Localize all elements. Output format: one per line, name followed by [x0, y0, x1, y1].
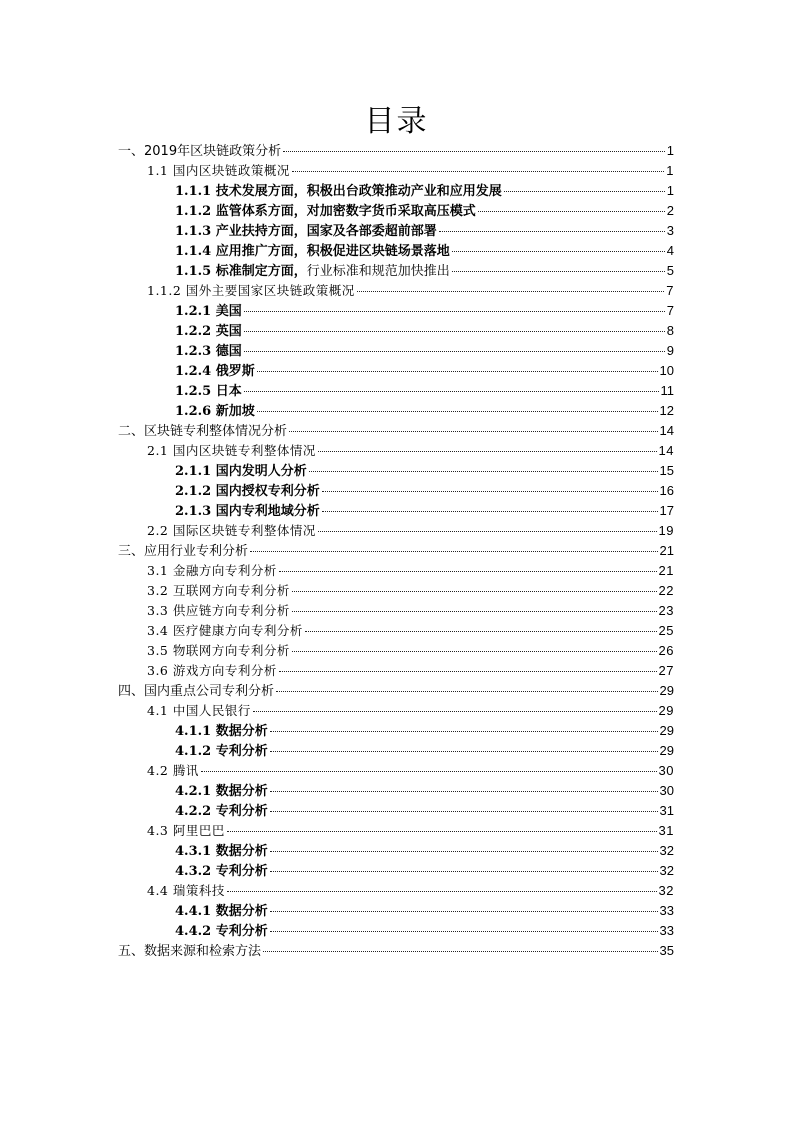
toc-entry-label: 1.2.6 新加坡	[175, 404, 255, 419]
toc-entry-label: 1.1.1 技术发展方面，积极出台政策推动产业和应用发展	[175, 184, 502, 199]
toc-entry-level-2[interactable]	[118, 521, 674, 541]
toc-entry-level-2[interactable]	[118, 561, 674, 581]
toc-entry-level-3[interactable]	[118, 401, 674, 421]
toc-entry-label: 4.3 阿里巴巴	[147, 823, 225, 838]
toc-entry-label: 1.2.4 俄罗斯	[175, 364, 255, 379]
toc-entry-level-3[interactable]	[118, 341, 674, 361]
toc-entry-level-3[interactable]	[118, 261, 674, 281]
toc-page-number: 22	[658, 583, 674, 598]
toc-entry-level-2[interactable]	[118, 281, 674, 301]
toc-page-number: 30	[658, 763, 674, 778]
toc-page-number: 32	[659, 863, 674, 878]
dot-leader	[263, 950, 658, 952]
toc-entry-level-2[interactable]	[118, 761, 674, 781]
toc-entry-level-2[interactable]	[118, 661, 674, 681]
toc-entry-level-2[interactable]	[118, 601, 674, 621]
toc-page-number: 31	[658, 823, 674, 838]
toc-entry-label: 1.1.3 产业扶持方面，国家及各部委超前部署	[175, 224, 437, 239]
toc-page-number: 29	[659, 683, 674, 698]
toc-entry-label: 三、应用行业专利分析	[118, 544, 249, 559]
dot-leader	[201, 770, 657, 772]
toc-entry-level-3[interactable]	[118, 861, 674, 881]
dot-leader	[322, 490, 658, 492]
toc-page-number: 31	[659, 803, 674, 818]
toc-page-number: 29	[659, 723, 674, 738]
dot-leader	[318, 530, 657, 532]
toc-entry-label: 2.1.2 国内授权专利分析	[175, 484, 320, 499]
toc-entry-level-2[interactable]	[118, 881, 674, 901]
toc-entry-level-3[interactable]	[118, 741, 674, 761]
toc-page-number: 27	[658, 663, 674, 678]
toc-page-number: 12	[659, 403, 674, 418]
toc-entry-level-3[interactable]	[118, 781, 674, 801]
toc-entry-label: 2.1.1 国内发明人分析	[175, 464, 307, 479]
toc-page-number: 33	[659, 903, 674, 918]
dot-leader	[289, 430, 658, 432]
dot-leader	[270, 930, 658, 932]
toc-entry-level-3[interactable]	[118, 181, 674, 201]
toc-entry-label: 2.1 国内区块链专利整体情况	[147, 443, 316, 458]
toc-entry-label: 4.2 腾讯	[147, 763, 199, 778]
dot-leader	[452, 250, 665, 252]
toc-entry-level-2[interactable]	[118, 621, 674, 641]
dot-leader	[292, 610, 657, 612]
dot-leader	[270, 850, 658, 852]
toc-entry-label: 4.3.1 数据分析	[175, 844, 268, 859]
toc-entry-label: 二、区块链专利整体情况分析	[118, 424, 288, 439]
toc-entry-label: 3.6 游戏方向专利分析	[147, 663, 277, 678]
toc-entry-level-3[interactable]	[118, 381, 674, 401]
toc-entry-label: 1.2.3 德国	[175, 344, 242, 359]
toc-entry-label: 3.2 互联网方向专利分析	[147, 583, 290, 598]
toc-page-number: 16	[659, 483, 674, 498]
toc-entry-level-2[interactable]	[118, 161, 674, 181]
toc-page-number: 21	[659, 543, 674, 558]
table-of-contents	[118, 141, 674, 961]
toc-page-number: 23	[658, 603, 674, 618]
toc-entry-level-3[interactable]	[118, 721, 674, 741]
dot-leader	[270, 910, 658, 912]
toc-entry-level-1[interactable]	[118, 421, 674, 441]
toc-page-number: 25	[658, 623, 674, 638]
toc-entry-label: 4.4 瑞策科技	[147, 883, 225, 898]
dot-leader	[270, 730, 658, 732]
toc-entry-level-3[interactable]	[118, 461, 674, 481]
toc-entry-level-1[interactable]	[118, 541, 674, 561]
toc-entry-level-3[interactable]	[118, 221, 674, 241]
dot-leader	[478, 210, 665, 212]
toc-entry-level-3[interactable]	[118, 321, 674, 341]
toc-entry-label: 4.2.1 数据分析	[175, 784, 268, 799]
toc-page-number: 14	[659, 423, 674, 438]
toc-entry-level-3[interactable]	[118, 301, 674, 321]
dot-leader	[227, 830, 657, 832]
dot-leader	[279, 570, 657, 572]
dot-leader	[244, 330, 665, 332]
toc-entry-label: 1.2.1 美国	[175, 304, 242, 319]
dot-leader	[439, 230, 665, 232]
toc-entry-level-2[interactable]	[118, 821, 674, 841]
page-title: 目录	[364, 104, 429, 139]
toc-entry-label: 3.5 物联网方向专利分析	[147, 643, 290, 658]
toc-page-number: 9	[666, 343, 674, 358]
dot-leader	[253, 710, 657, 712]
dot-leader	[270, 790, 658, 792]
toc-page-number: 10	[659, 363, 674, 378]
toc-entry-label: 3.1 金融方向专利分析	[147, 563, 277, 578]
dot-leader	[257, 410, 658, 412]
toc-entry-label: 1.2.2 英国	[175, 324, 242, 339]
dot-leader	[270, 750, 658, 752]
toc-entry-level-2[interactable]	[118, 701, 674, 721]
toc-page-number: 7	[666, 283, 674, 298]
toc-entry-label: 1.1.4 应用推广方面，积极促进区块链场景落地	[175, 244, 450, 259]
dot-leader	[292, 170, 664, 172]
dot-leader	[305, 630, 657, 632]
dot-leader	[504, 190, 665, 192]
dot-leader	[227, 890, 657, 892]
toc-page-number: 8	[666, 323, 674, 338]
dot-leader	[279, 670, 657, 672]
toc-entry-level-1[interactable]	[118, 141, 674, 161]
toc-page-number: 5	[666, 263, 674, 278]
toc-entry-level-1[interactable]	[118, 941, 674, 961]
toc-entry-label: 4.1 中国人民银行	[147, 703, 251, 718]
toc-entry-level-3[interactable]	[118, 841, 674, 861]
toc-page-number: 15	[659, 463, 674, 478]
dot-leader	[257, 370, 658, 372]
toc-page-number: 29	[659, 743, 674, 758]
toc-entry-level-2[interactable]	[118, 441, 674, 461]
toc-entry-label: 四、国内重点公司专利分析	[118, 684, 275, 699]
dot-leader	[452, 270, 665, 272]
toc-entry-label: 4.2.2 专利分析	[175, 804, 268, 819]
toc-entry-label: 4.3.2 专利分析	[175, 864, 268, 879]
toc-page-number: 29	[658, 703, 674, 718]
toc-page-number: 4	[666, 243, 674, 258]
toc-page-number: 32	[659, 843, 674, 858]
toc-page-number: 2	[666, 203, 674, 218]
toc-entry-label: 4.1.1 数据分析	[175, 724, 268, 739]
toc-page-number: 14	[658, 443, 674, 458]
toc-entry-label: 2.1.3 国内专利地域分析	[175, 504, 320, 519]
toc-entry-level-2[interactable]	[118, 581, 674, 601]
toc-entry-label: 3.4 医疗健康方向专利分析	[147, 623, 303, 638]
toc-page-number: 1	[666, 143, 674, 158]
toc-entry-label: 1.1.5 标准制定方面，	[175, 264, 307, 279]
toc-page-number: 35	[659, 943, 674, 958]
toc-entry-level-3[interactable]	[118, 501, 674, 521]
toc-entry-label: 1.1.2 监管体系方面，对加密数字货币采取高压模式	[175, 204, 476, 219]
toc-entry-label: 4.4.2 专利分析	[175, 924, 268, 939]
toc-entry-label: 1.1 国内区块链政策概况	[147, 163, 290, 178]
toc-entry-label: 1.1.2 国外主要国家区块链政策概况	[147, 283, 355, 298]
toc-page-number: 11	[660, 383, 674, 398]
dot-leader	[244, 390, 659, 392]
toc-entry-label-tail: 行业标准和规范加快推出	[306, 264, 450, 279]
toc-entry-level-3[interactable]	[118, 921, 674, 941]
toc-entry-label: 3.3 供应链方向专利分析	[147, 603, 290, 618]
toc-entry-level-2[interactable]	[118, 641, 674, 661]
toc-entry-level-3[interactable]	[118, 901, 674, 921]
toc-page-number: 7	[666, 303, 674, 318]
dot-leader	[283, 150, 665, 152]
toc-entry-label: 4.1.2 专利分析	[175, 744, 268, 759]
dot-leader	[318, 450, 657, 452]
toc-entry-level-3[interactable]	[118, 241, 674, 261]
toc-entry-label: 4.4.1 数据分析	[175, 904, 268, 919]
toc-entry-level-3[interactable]	[118, 481, 674, 501]
toc-page-number: 17	[659, 503, 674, 518]
dot-leader	[309, 470, 658, 472]
dot-leader	[276, 690, 658, 692]
dot-leader	[244, 350, 665, 352]
dot-leader	[357, 290, 664, 292]
toc-page-number: 33	[659, 923, 674, 938]
dot-leader	[250, 550, 658, 552]
dot-leader	[270, 870, 658, 872]
toc-page-number: 21	[658, 563, 674, 578]
toc-entry-label: 五、数据来源和检索方法	[118, 944, 262, 959]
toc-page-number: 1	[666, 183, 674, 198]
toc-page-number: 3	[666, 223, 674, 238]
toc-entry-label: 2.2 国际区块链专利整体情况	[147, 523, 316, 538]
dot-leader	[244, 310, 665, 312]
toc-entry-level-3[interactable]	[118, 801, 674, 821]
toc-page-number: 19	[658, 523, 674, 538]
toc-entry-label: 一、2019年区块链政策分析	[118, 144, 282, 159]
toc-entry-level-1[interactable]	[118, 681, 674, 701]
toc-page-number: 32	[658, 883, 674, 898]
toc-entry-level-3[interactable]	[118, 201, 674, 221]
toc-page-number: 30	[659, 783, 674, 798]
toc-entry-level-3[interactable]	[118, 361, 674, 381]
toc-entry-label: 1.2.5 日本	[175, 384, 242, 399]
dot-leader	[322, 510, 658, 512]
dot-leader	[292, 590, 657, 592]
dot-leader	[292, 650, 657, 652]
toc-page-number: 26	[658, 643, 674, 658]
dot-leader	[270, 810, 658, 812]
toc-page-number: 1	[666, 163, 674, 178]
